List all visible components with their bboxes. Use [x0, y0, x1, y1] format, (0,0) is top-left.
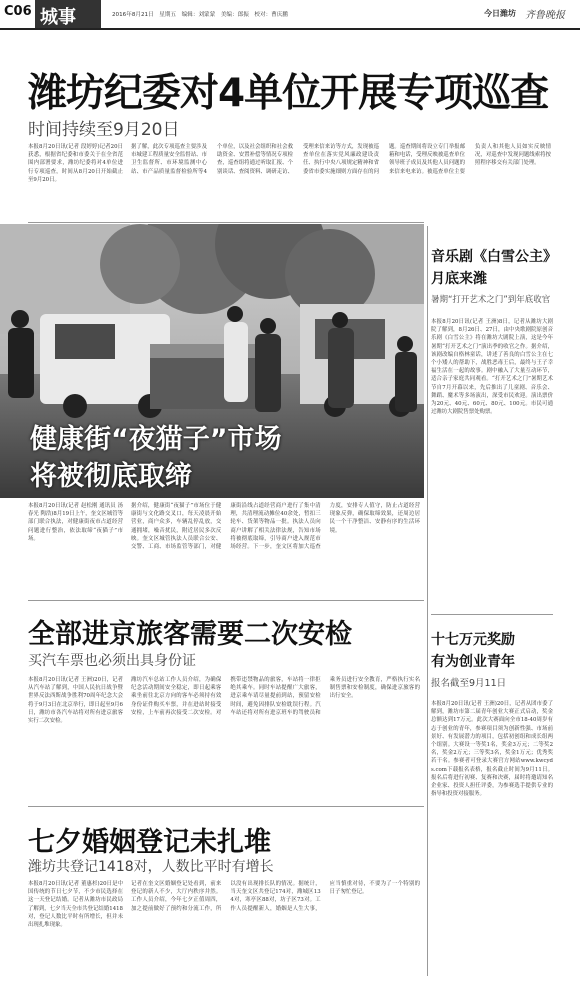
street-market-photo — [0, 224, 424, 498]
section-title: 城事 — [40, 7, 76, 28]
story1-divider — [28, 222, 424, 223]
story1-lead: 本报8月20日讯(记者 段婷婷)记者20日获悉，根据省纪委和市委关于在全省范围内部署要求，潍坊纪委将对4单位进行专项巡查，时间从8月20日开始截止至9月20日。 — [28, 144, 123, 183]
story3-col2-4 — [131, 676, 420, 796]
story6-headline-line2: 有为创业青年 — [431, 654, 515, 670]
page-number: C06 — [4, 4, 32, 19]
photo-headline-line1: 健康街“夜猫子”市场 — [30, 424, 282, 455]
story4-headline: 七夕婚姻登记未扎堆 — [28, 827, 271, 858]
story2-col2-4 — [131, 502, 420, 592]
story5-body: 本报8月20日讯(记者 王洲)8日，记者从潍坊大剧院了解到，8月26日、27日，由中央歌剧院原创音乐剧《白雪公主》将在潍坊大剧院上演，这是今年暑期“打开艺术之门”演出季的收官之作。据介绍，该剧改编自格林童话，讲述了善良的白雪公主在七个小矮人的帮助下，战胜恶毒王后，最终与王子幸福生活在一起的故事。剧中融入了大量互动环节，适合亲子家庭共同观看。“打开艺术之门”暑期艺术节自7月开幕以来，先后推出了儿童剧、音乐会、舞蹈、魔术等多场演出，深受市民欢迎。演出票价为20元、40元、60元、80元、100元。市民可通过潍坊大剧院售票处购票。 — [431, 319, 553, 416]
story1-headline: 潍坊纪委对4单位开展专项巡查 — [28, 71, 549, 116]
story6-subtitle: 报名截至9月11日 — [431, 678, 507, 689]
story3-headline: 全部进京旅客需要二次安检 — [28, 619, 352, 650]
story1-subtitle: 时间持续至9月20日 — [28, 120, 180, 140]
story5-subtitle: 暑期“打开艺术之门”到年底收官 — [431, 295, 551, 305]
story1-col1 — [28, 143, 123, 213]
story5-divider — [431, 614, 553, 615]
story4-body: 记者在奎文区婚姻登记处看到，前来登记的新人不少，大厅内秩序井然。工作人员介绍，今年七夕正值周四，加之提前做好了预约和分流工作，所以没有出现排长队的情况。据统计，当天奎文区共登记174对，潍城区134对，寒亭区88对，坊子区73对。工作人员提醒新人，婚姻是人生大事，应当慎重对待，不要为了一个特别的日子匆忙登记。 — [131, 881, 420, 912]
story4-lead: 本报8月20日讯(记者 董惠杉)20日是中国传统的节日七夕节，不少市民选择在这一天登记结婚。记者从潍坊市民政局了解到，七夕当天全市共登记结婚1418对，登记人数比平时有所增长，但并未出现扎堆现象。 — [28, 881, 123, 929]
story4-subtitle: 潍坊共登记1418对，人数比平时有增长 — [28, 859, 274, 875]
story5-headline-line1: 音乐剧《白雪公主》 — [431, 249, 557, 265]
story2-divider — [28, 600, 424, 601]
issue-meta: 2016年8月21日 星期五 编辑：刘蒙蒙 美编：郎振 校对：曹庆鹏 — [112, 12, 288, 18]
story4-col2-4 — [131, 880, 420, 972]
story2-lead: 本报8月20日讯(记者 赵松刚 通讯员 汤春光 陶浩)8月19日上午，奎文区城管等部门联合执法，对健康街夜市占道经营问题进行整治，依法取缔“夜猫子”市场。 — [28, 503, 123, 542]
section-tag — [35, 0, 101, 28]
story4-col1 — [28, 880, 123, 972]
story3-lead: 本报8月20日讯(记者 王洲)20日，记者从汽车站了解到，中国人民抗日战争暨世界反法西斯战争胜利70周年纪念大会将于9月3日在北京举行，即日起至9月6日，潍坊市各汽车站将对所有进京旅客实行二次安检。 — [28, 677, 123, 725]
story3-col1 — [28, 676, 123, 796]
column-label: 今日潍坊 — [484, 9, 516, 18]
story6-text — [431, 700, 553, 972]
newspaper-logo: 齐鲁晚报 — [525, 10, 565, 21]
photo-headline-line2: 将被彻底取缔 — [30, 461, 192, 492]
right-column-divider — [427, 226, 428, 976]
story1-body: 据了解，此次专项巡查主要涉及市城建工程质量安全监督站、市卫生监督所、市环境监测中心站、市产品质量监督检验所等4个单位，以及社会组织和社会救助资金、安置补偿等情况专项检查，巡查组将通过听取汇报、个别谈话、查阅资料、调研走访、受理来信来访等方式，发现被巡查单位在落实党风廉政建设责任、执行中央八项规定精神和省委省市委实施细则方面存在的问题。巡查期间将设立专门举报邮箱和电话，受理反映被巡查单位领导班子成员及其他人员问题的来信来电来访。被巡查单位主要负责人和其他人员如实反映情况，对巡查中发现问题线索将按照程序移交有关部门处理。 — [131, 144, 551, 175]
story2-body: 据介绍，健康街“夜猫子”市场位于健康街与文化路交叉口，每天凌晨开始营业，商户众多，车辆乱停乱放，交通拥堵，噪音扰民，附近居民多次反映。奎文区城管执法人员联合公安、交警、工商、市场监管等部门，对健康街沿线占道经营商户进行了集中清理，共清理流动摊位40余处，暂扣三轮车、货架等物品一批。执法人员向商户讲解了相关法律法规，告知市场将被彻底取缔，引导商户进入规范市场经营。下一步，奎文区将加大巡查力度，安排专人值守，防止占道经营现象反弹，确保取缔效果，还周边居民一个干净整洁、安静有序的生活环境。 — [131, 503, 420, 551]
story3-divider — [28, 806, 424, 807]
story5-headline-line2: 月底来潍 — [431, 271, 487, 287]
story3-body: 潍坊汽车总站工作人员介绍，为确保纪念活动期间安全稳定，即日起乘客乘坐前往北京方向的客车必须持有效身份证件购买车票，并在进站时接受安检，上车前再次接受二次安检。对携带违禁物品的旅客，车站将一律拒绝其乘车。同时车站提醒广大旅客，进京乘车请尽量提前到站，预留安检时间，避免因排队安检耽误行程。汽车站还将对所有进京班车的驾驶员和乘务员进行安全教育，严格执行实名制售票和安检制度，确保进京旅客的出行安全。 — [131, 677, 420, 716]
story3-subtitle: 买汽车票也必须出具身份证 — [28, 653, 196, 669]
header-rule — [0, 28, 580, 30]
story6-body: 本报8月20日讯(记者 王洲)20日，记者从团市委了解到，潍坊市第二届青年创业大赛正式启动，奖金总额达到17万元。此次大赛面向全市18-40周岁有志于创业的青年，参赛项目须为创新性强、市场前景好、有发展潜力的项目，包括初创组和成长组两个组别。大赛设一等奖1名，奖金3万元；二等奖2名，奖金2万元；三等奖3名，奖金1万元；优秀奖若干名。参赛者可登录大赛官方网站www.kwcyds.com下载报名表格，报名截止时间为9月11日。报名后将进行初赛、复赛和决赛，届时将邀请知名企业家、投资人担任评委，为参赛选手提供专业的指导和投资对接服务。 — [431, 701, 553, 798]
story1-col2-6 — [131, 143, 551, 213]
story2-col1 — [28, 502, 123, 592]
story6-headline-line1: 十七万元奖励 — [431, 632, 515, 648]
story5-text — [431, 318, 553, 604]
